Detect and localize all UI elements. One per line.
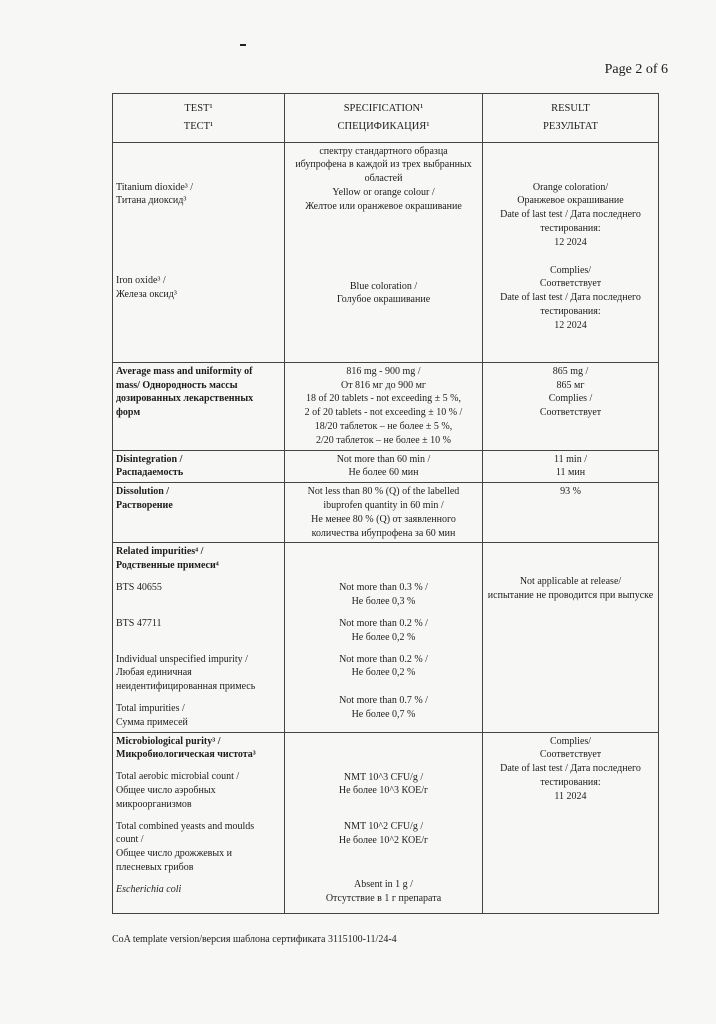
result-cell: Orange coloration/ Оранжевое окрашивание Date of last test / Дата последнего тестирования: 12 2024 Complies/ Соответствует Date of last test / Дата последнего тестирования: 12 2024 bbox=[483, 142, 659, 362]
spec-cell: Not more than 0.3 % / Не более 0,3 % Not more than 0.2 % / Не более 0,2 % Not more than 0.2 % / Не более 0,2 % Not more than 0.7 % / Не более 0,7 % bbox=[285, 543, 483, 732]
tio2-name: Titanium dioxide³ / bbox=[116, 181, 194, 193]
result-cell: Not applicable at release/ испытание не проводится при выпуске bbox=[483, 543, 659, 732]
iron-oxide-spec: Blue coloration / bbox=[349, 280, 418, 292]
table-row-dissolution bbox=[113, 483, 659, 543]
test-cell: Microbiological purity³ / Микробиологическая чистота³ Total aerobic microbial count / Общее число аэробных микроорганизмов Total combined yeasts and moulds count / Общее число дрожжевых и плесневых грибов Escherichia coli bbox=[113, 732, 285, 913]
coa-table bbox=[112, 93, 659, 914]
result-cell: 11 min / 11 мин bbox=[483, 450, 659, 483]
result-cell: 865 mg / 865 мг Complies / Соответствует bbox=[483, 362, 659, 450]
table-row-disintegration bbox=[113, 450, 659, 483]
test-cell: Disintegration / Распадаемость bbox=[113, 450, 285, 483]
iron-oxide-name: Iron oxide³ / bbox=[116, 275, 166, 287]
table-row-identification bbox=[113, 142, 659, 362]
table-row-mass bbox=[113, 362, 659, 450]
header-result: RESULT РЕЗУЛЬТАТ bbox=[483, 94, 659, 143]
header-specification: SPECIFICATION¹ СПЕЦИФИКАЦИЯ¹ bbox=[285, 94, 483, 143]
scan-mark bbox=[240, 44, 246, 46]
spec-cell: NMT 10^3 CFU/g / Не более 10^3 КОЕ/г NMT 10^2 CFU/g / Не более 10^2 КОЕ/г Absent in 1 g / Отсутствие в 1 г препарата bbox=[285, 732, 483, 913]
test-cell: Average mass and uniformity of mass/ Однородность массы дозированных лекарственных форм bbox=[113, 362, 285, 450]
iron-oxide-result: Complies/ bbox=[549, 264, 592, 276]
header-test: TEST¹ ТЕСТ¹ bbox=[113, 94, 285, 143]
result-cell: 93 % bbox=[483, 483, 659, 543]
test-cell: Dissolution / Растворение bbox=[113, 483, 285, 543]
table-row-microbiology bbox=[113, 732, 659, 913]
test-cell: Titanium dioxide³ / Титана диоксид³ Iron oxide³ / Железа оксид³ bbox=[113, 142, 285, 362]
table-header-row bbox=[113, 94, 659, 143]
tio2-spec: Yellow or orange colour / bbox=[332, 187, 435, 199]
spec-cell: 816 mg - 900 mg / От 816 мг до 900 мг 18 of 20 tablets - not exceeding ± 5 %, 2 of 20 tablets - not exceeding ± 10 % / 18/20 таблеток – не более ± 5 %, 2/20 таблеток – не более ± 10 % bbox=[285, 362, 483, 450]
template-version-footer: CoA template version/версия шаблона сертификата 3115100-11/24-4 bbox=[112, 934, 397, 945]
spec-cell: Not more than 60 min / Не более 60 мин bbox=[285, 450, 483, 483]
result-cell: Complies/ Соответствует Date of last test / Дата последнего тестирования: 11 2024 bbox=[483, 732, 659, 913]
spec-cell: Not less than 80 % (Q) of the labelled ibuprofen quantity in 60 min / Не менее 80 % (Q) от заявленного количества ибупрофена за 60 мин bbox=[285, 483, 483, 543]
table-row-impurities bbox=[113, 543, 659, 732]
test-cell: Related impurities⁴ / Родственные примеси⁴ BTS 40655 BTS 47711 Individual unspecified impurity / Любая единичная неидентифицированная примесь Total impurities / Сумма примесей bbox=[113, 543, 285, 732]
tio2-result: Orange coloration/ bbox=[532, 181, 609, 193]
spec-cell: спектру стандартного образца ибупрофена в каждой из трех выбранных областей Yellow or orange colour / Желтое или оранжевое окрашивание Blue coloration / Голубое окрашивание bbox=[285, 142, 483, 362]
page-number: Page 2 of 6 bbox=[604, 62, 668, 77]
